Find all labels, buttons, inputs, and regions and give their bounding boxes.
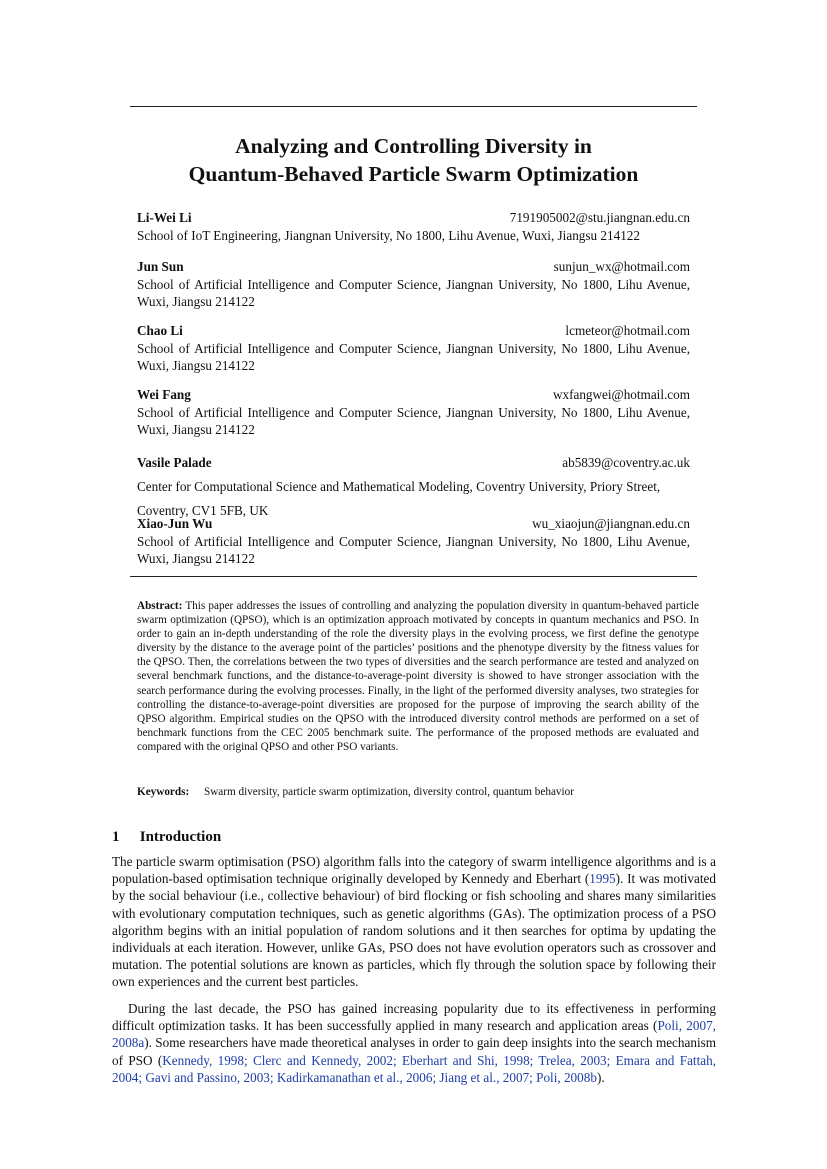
author-block: [137, 386, 690, 439]
keywords: [137, 786, 574, 798]
section-heading: [112, 829, 221, 846]
top-rule: [130, 106, 697, 107]
keywords-text: Swarm diversity, particle swarm optimization, diversity control, quantum behavior: [204, 786, 574, 798]
author-email[interactable]: wxfangwei@hotmail.com: [552, 387, 690, 402]
author-name: Vasile Palade: [137, 455, 212, 470]
author-email[interactable]: ab5839@coventry.ac.uk: [562, 455, 690, 470]
author-affiliation: School of Artificial Intelligence and Computer Science, Jiangnan University, No 1800, Lihu Avenue, Wuxi, Jiangsu 214122: [137, 404, 690, 437]
author-block: [137, 515, 690, 568]
author-block: [137, 451, 690, 523]
section-title: Introduction: [139, 829, 222, 845]
paper-title: [110, 132, 717, 188]
author-name: Jun Sun: [137, 259, 184, 274]
section-number: 1: [112, 829, 120, 845]
abstract-text: This paper addresses the issues of controlling and analyzing the population diversity in quantum-behaved particle swarm optimization (QPSO), which is an optimization approach motivated by concepts in quantum mechanics and PSO. In order to gain an in-depth understanding of the role the diversity plays in the evolving process, we first define the genotype diversity by the distance to the average point of the particles’ positions and the phenotype diversity by the fitness values for the QPSO. Then, the correlations between the two types of diversities and the search performance are tested and analyzed on several benchmark functions, and the distance-to-average-point diversity is showed to have stronger association with the search performance during the evolving processes. Finally, in the light of the performed diversity analyses, two strategies for controlling the distance-to-average-point diversities are proposed for the purpose of improving the search ability of the QPSO algorithm. Empirical studies on the QPSO with the introduced diversity control methods are performed on a set of benchmark functions from the CEC 2005 benchmark suite. The performance of the proposed methods are evaluated and compared with the original QPSO and other PSO variants.: [137, 600, 699, 753]
abstract: [137, 599, 699, 754]
title-line-2: Quantum-Behaved Particle Swarm Optimization: [188, 162, 639, 186]
author-name: Chao Li: [137, 323, 183, 338]
author-affiliation: Center for Computational Science and Mathematical Modeling, Coventry University, Priory Street,: [137, 479, 661, 494]
author-email[interactable]: 7191905002@stu.jiangnan.edu.cn: [509, 210, 690, 225]
abstract-label: Abstract:: [137, 600, 183, 612]
citation-link[interactable]: Kennedy, 1998; Clerc and Kennedy, 2002; Eberhart and Shi, 1998; Trelea, 2003; Emara and Fattah, 2004; Gavi and Passino, 2003; Kadirkamanathan et al., 2006; Jiang et al., 2007; Poli, 2008b: [112, 1052, 716, 1085]
intro-paragraph-2: [112, 1000, 716, 1086]
author-email[interactable]: lcmeteor@hotmail.com: [565, 323, 690, 338]
citation-link[interactable]: 1995: [589, 871, 616, 887]
author-block: [137, 258, 690, 311]
bottom-rule: [130, 576, 697, 577]
author-email[interactable]: wu_xiaojun@jiangnan.edu.cn: [532, 516, 690, 531]
title-line-1: Analyzing and Controlling Diversity in: [235, 134, 592, 158]
paragraph-text: The particle swarm optimisation (PSO) algorithm falls into the category of swarm intelligence algorithms and is a population-based optimisation technique originally developed by Kennedy and Eberhart (: [112, 854, 716, 887]
paragraph-text: ).: [596, 1069, 605, 1085]
author-email[interactable]: sunjun_wx@hotmail.com: [553, 259, 690, 274]
author-affiliation-line-2: Coventry, CV1 5FB, UK: [137, 503, 269, 518]
paragraph-text: ). Some researchers have made theoretical analyses in order to gain deep insights into the search mechanism of PSO (: [112, 1035, 716, 1068]
author-name: Li-Wei Li: [137, 210, 192, 225]
paragraph-text: ). It was motivated by the social behaviour (i.e., collective behaviour) of bird flocking or fish schooling and shares many similarities with evolutionary computation techniques, such as genetic algorithms (GAs). The optimization process of a PSO algorithm begins with an initial population of random solutions and it then searches for optima by updating the individuals at each iteration. However, unlike GAs, PSO does not have evolution operators such as crossover and mutation. The potential solutions are known as particles, which fly through the solution space by following their own experiences and the current best particles.: [112, 871, 716, 990]
author-block: [137, 322, 690, 375]
author-block: [137, 209, 690, 244]
author-affiliation: School of IoT Engineering, Jiangnan University, No 1800, Lihu Avenue, Wuxi, Jiangsu 214122: [137, 227, 640, 243]
paragraph-text: During the last decade, the PSO has gained increasing popularity due to its effectiveness in performing difficult optimization tasks. It has been successfully applied in many research and application areas (: [112, 1001, 716, 1034]
keywords-label: Keywords:: [137, 786, 190, 798]
author-affiliation: School of Artificial Intelligence and Computer Science, Jiangnan University, No 1800, Lihu Avenue, Wuxi, Jiangsu 214122: [137, 276, 690, 309]
author-name: Xiao-Jun Wu: [137, 516, 213, 531]
author-affiliation: School of Artificial Intelligence and Computer Science, Jiangnan University, No 1800, Lihu Avenue, Wuxi, Jiangsu 214122: [137, 533, 690, 566]
citation-link[interactable]: Poli, 2007, 2008a: [112, 1018, 716, 1051]
intro-paragraph-1: [112, 853, 716, 991]
author-name: Wei Fang: [137, 387, 191, 402]
author-affiliation: School of Artificial Intelligence and Computer Science, Jiangnan University, No 1800, Lihu Avenue, Wuxi, Jiangsu 214122: [137, 340, 690, 373]
